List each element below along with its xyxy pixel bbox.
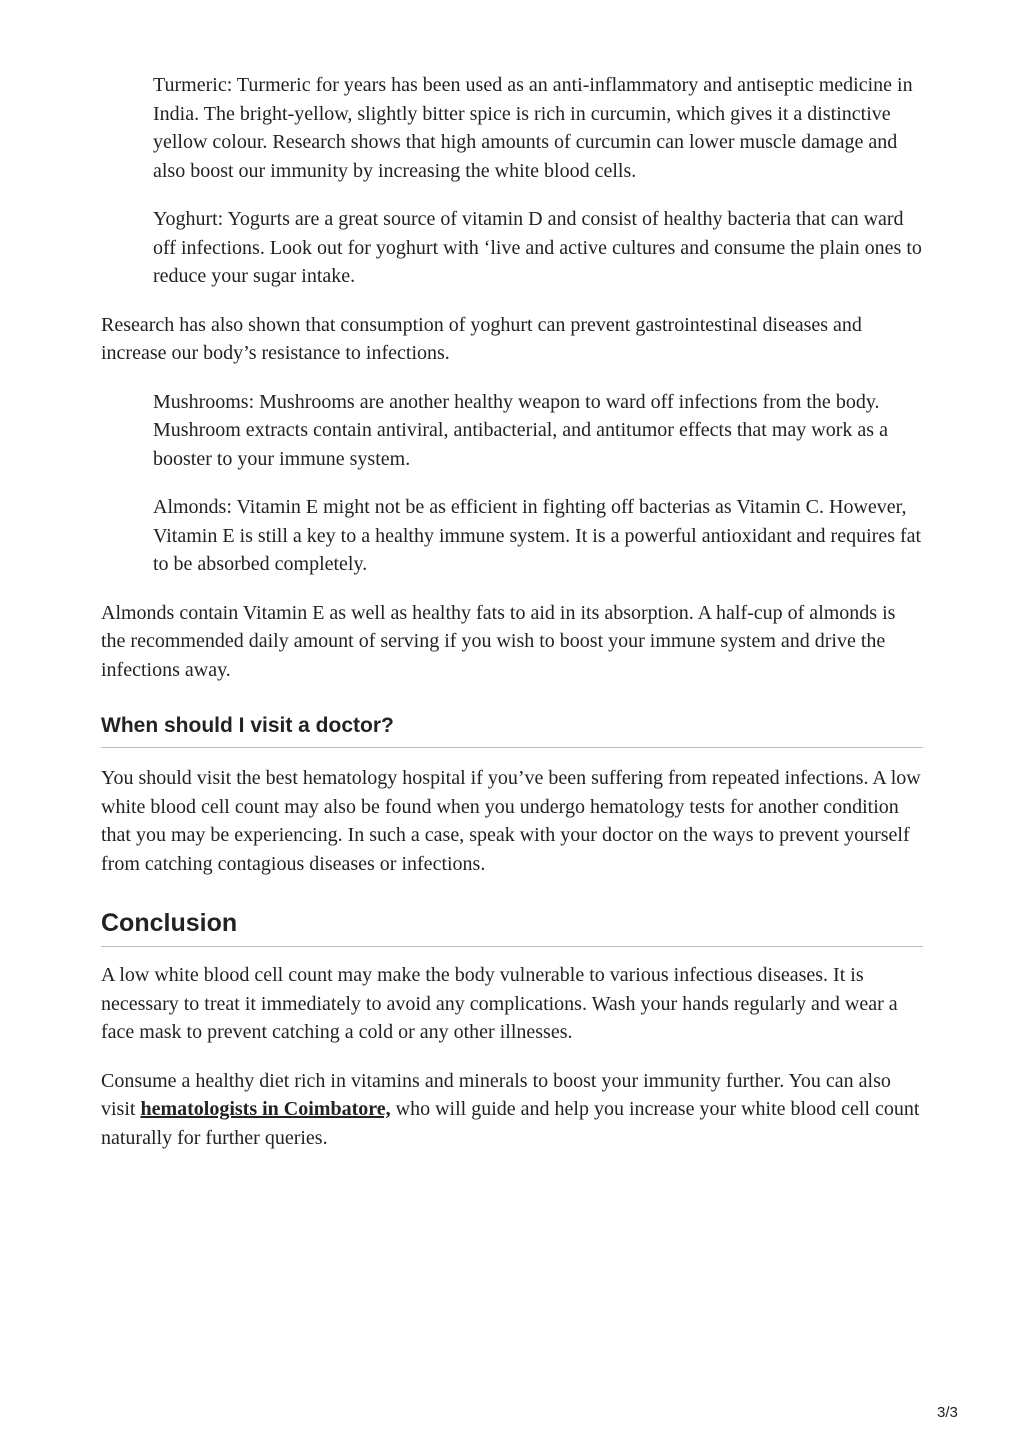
document-page	[101, 71, 923, 1172]
final-text-before: Consume a healthy diet rich in vitamins and minerals to boost your immunity further. You can also visit	[101, 1069, 891, 1120]
paragraph-visit-doctor: You should visit the best hematology hospital if you’ve been suffering from repeated infections. A low white blood cell count may also be found when you undergo hematology tests for another condition that you may be experiencing. In such a case, speak with your doctor on the ways to prevent yourself from catching contagious diseases or infections.	[101, 767, 921, 875]
page-number: 3/3	[937, 1404, 958, 1421]
paragraph-conclusion: A low white blood cell count may make the body vulnerable to various infectious diseases. It is necessary to treat it immediately to avoid any complications. Wash your hands regularly and wear a face mask to prevent catching a cold or any other illnesses.	[101, 964, 898, 1043]
paragraph-research: Research has also shown that consumption of yoghurt can prevent gastrointestinal diseases and increase our body’s resistance to infections.	[101, 313, 862, 364]
final-text-after: who will guide and help you increase your white blood cell count naturally for further queries.	[101, 1098, 920, 1149]
paragraph-mushrooms: Mushrooms: Mushrooms are another healthy weapon to ward off infections from the body. Mushroom extracts contain antiviral, antibacterial, and antitumor effects that may work as a booster to your immune system.	[153, 390, 888, 470]
paragraph-almonds: Almonds: Vitamin E might not be as efficient in fighting off bacterias as Vitamin C. However, Vitamin E is still a key to a healthy immune system. It is a powerful antioxidant and requires fat to be absorbed completely.	[153, 496, 922, 575]
paragraph-turmeric: Turmeric: Turmeric for years has been used as an anti-inflammatory and antiseptic medicine in India. The bright-yellow, slightly bitter spice is rich in curcumin, which gives it a distinctive yellow colour. Research shows that high amounts of curcumin can lower muscle damage and also boost our immunity by increasing the white blood cells.	[153, 74, 913, 182]
hematologists-link[interactable]: hematologists in Coimbatore,	[140, 1098, 391, 1120]
paragraph-almonds-contain: Almonds contain Vitamin E as well as healthy fats to aid in its absorption. A half-cup of almonds is the recommended daily amount of serving if you wish to boost your immune system and drive the infections away.	[101, 601, 896, 681]
heading-conclusion: Conclusion	[101, 908, 923, 947]
heading-visit-doctor: When should I visit a doctor?	[101, 713, 923, 748]
paragraph-final	[101, 1067, 923, 1153]
paragraph-yoghurt: Yoghurt: Yogurts are a great source of vitamin D and consist of healthy bacteria that can ward off infections. Look out for yoghurt with ‘live and active cultures and consume the plain ones to reduce your sugar intake.	[153, 208, 922, 287]
